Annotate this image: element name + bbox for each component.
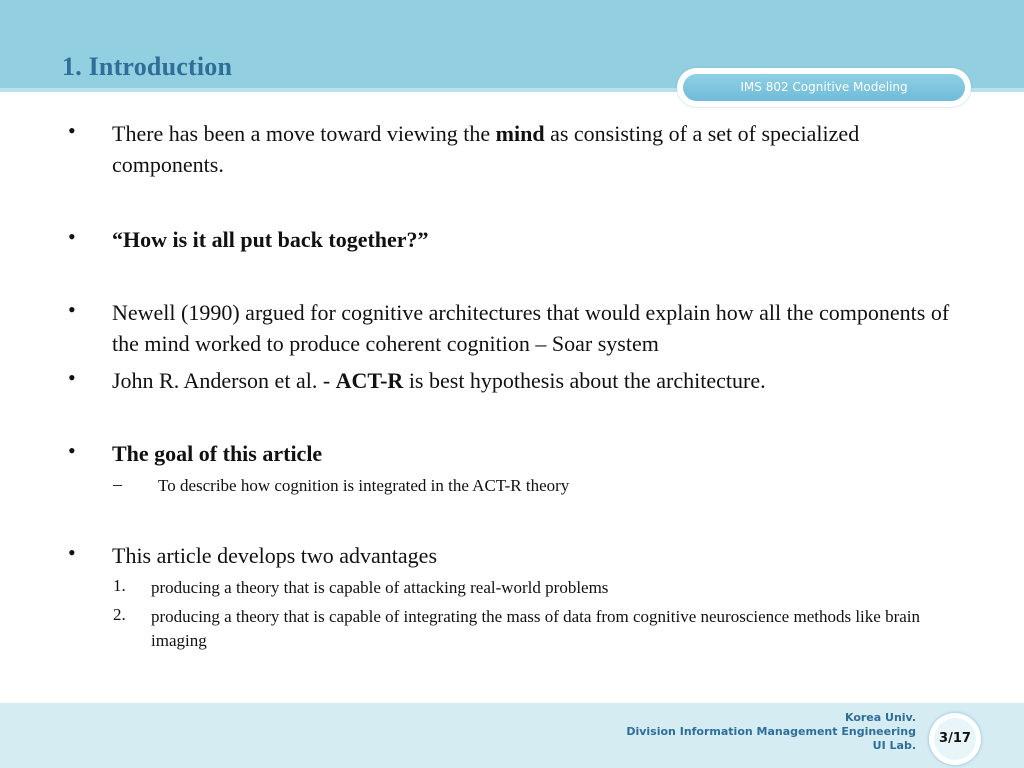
footer-lab: UI Lab.: [872, 739, 916, 752]
slide-title: 1. Introduction: [62, 52, 233, 81]
bullet-5-bold: The goal of this article: [112, 441, 323, 466]
bullet-6: This article develops two advantages: [112, 543, 438, 568]
bullet-1-after: as consisting of a set of specialized components.: [112, 121, 860, 177]
bullet-4-before: John R. Anderson et al. -: [112, 368, 336, 393]
bullet-marker: •: [68, 365, 76, 390]
bullet-1: [112, 118, 962, 180]
footer-university: Korea Univ.: [844, 711, 916, 724]
footer-division: Division Information Management Engineering: [626, 725, 916, 738]
bullet-2: [112, 224, 962, 255]
bullet-5: [112, 438, 962, 469]
course-name: IMS 802 Cognitive Modeling: [740, 80, 908, 94]
numbered-item-marker: 2.: [113, 605, 126, 624]
page-number-badge: [929, 713, 981, 765]
bullet-4: [112, 365, 962, 396]
bullet-4-bold: ACT-R: [335, 368, 404, 393]
sub-bullet-text: To describe how cognition is integrated in the ACT-R theory: [158, 476, 570, 495]
bullet-1-bold: mind: [495, 121, 545, 146]
page-number: 3/17: [934, 718, 976, 760]
bullet-2-bold: “How is it all put back together?”: [112, 227, 429, 252]
numbered-item-1: producing a theory that is capable of attacking real-world problems: [151, 578, 609, 597]
bullet-marker: •: [68, 540, 76, 565]
bullet-marker: •: [68, 118, 76, 143]
bullet-marker: •: [68, 297, 76, 322]
bullet-4-after: is best hypothesis about the architecture.: [403, 368, 766, 393]
footer-affiliation: [626, 711, 916, 753]
bullet-marker: •: [68, 438, 76, 463]
bullet-1-before: There has been a move toward viewing the: [112, 121, 496, 146]
course-pill: [683, 74, 965, 101]
sub-bullet-marker: –: [113, 474, 122, 494]
numbered-item-2: producing a theory that is capable of integrating the mass of data from cognitive neuroscience methods like brain imaging: [151, 607, 921, 650]
bullet-marker: •: [68, 224, 76, 249]
bullet-3: Newell (1990) argued for cognitive architectures that would explain how all the components of the mind worked to produce coherent cognition – Soar system: [112, 300, 950, 356]
numbered-item-marker: 1.: [113, 576, 126, 595]
course-badge: [677, 68, 971, 107]
